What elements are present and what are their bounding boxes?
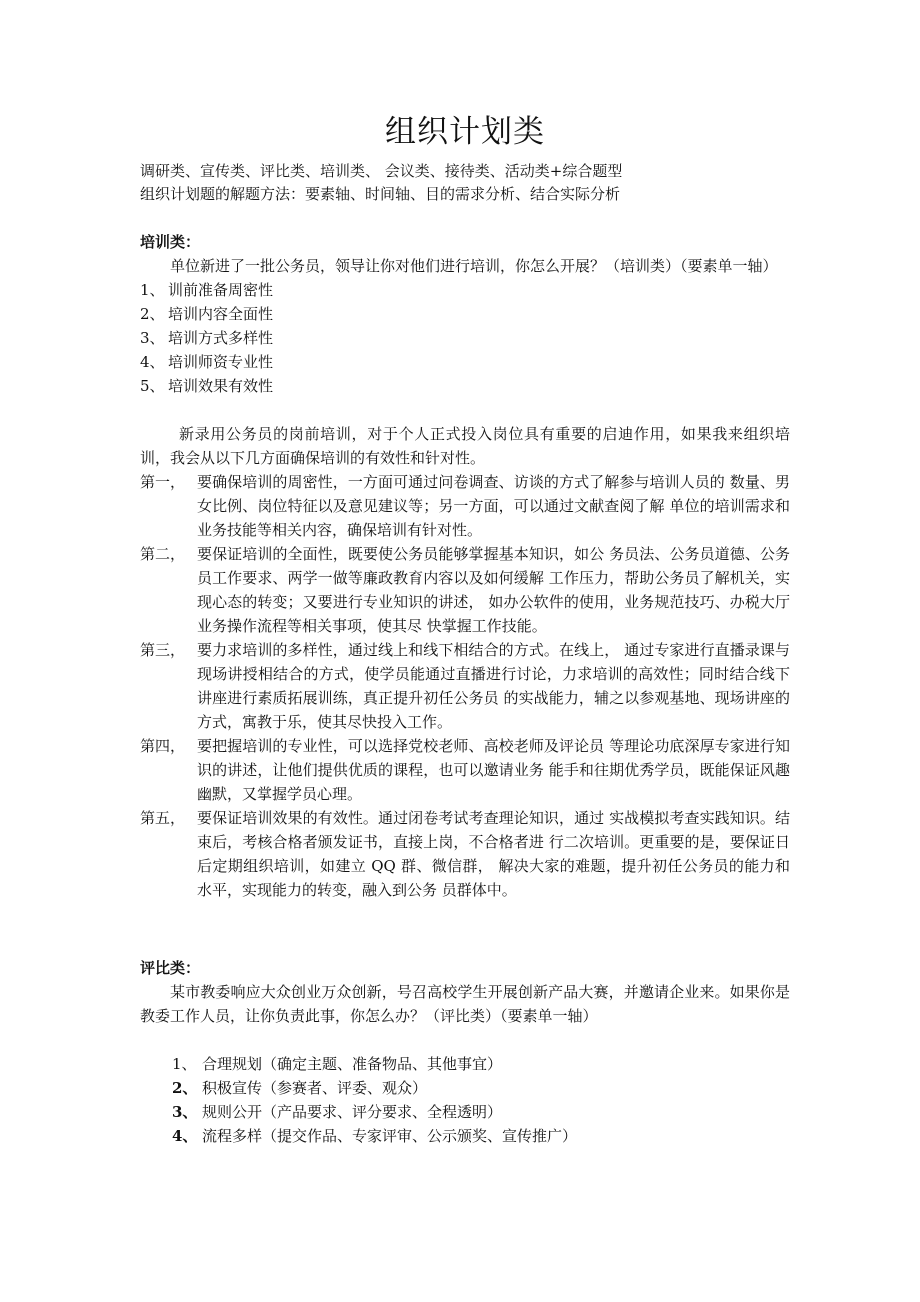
point-ordinal: 第五， — [140, 809, 186, 827]
point-text: 要保证培训效果的有效性。通过闭卷考试考查理论知识，通过 实战模拟考查实践知识。结束后，考核合格者颁发证书，直接上岗，不合格者进 行二次培训。更重要的是，要保证日后定期组织培训，如建立 QQ 群、微信群， 解决大家的难题，提升初任公务员的能力和水平，实现能力的转变，融入到公务 员群体中。 — [197, 809, 790, 899]
evaluation-heading: 评比类： — [140, 959, 201, 977]
point-ordinal: 第四， — [140, 737, 186, 755]
list-item — [172, 1100, 790, 1124]
item-text: 积极宣传（参赛者、评委、观众） — [202, 1079, 428, 1097]
list-item — [140, 302, 790, 326]
answer-point — [140, 734, 790, 806]
item-number: 2、 — [140, 305, 165, 323]
item-text: 培训效果有效性 — [168, 377, 274, 395]
item-text: 培训师资专业性 — [168, 353, 274, 371]
training-answer-intro: 新录用公务员的岗前培训，对于个人正式投入岗位具有重要的启迪作用，如果我来组织培训，我会从以下几方面确保培训的有效性和针对性。 — [140, 425, 790, 467]
list-item — [140, 278, 790, 302]
item-text: 流程多样（提交作品、专家评审、公示颁奖、宣传推广） — [202, 1127, 578, 1145]
training-points — [140, 470, 790, 902]
answer-point — [140, 542, 790, 638]
point-text: 要确保培训的周密性，一方面可通过问卷调查、访谈的方式了解参与培训人员的 数量、男女比例、岗位特征以及意见建议等；另一方面，可以通过文献查阅了解 单位的培训需求和业务技能等相关内容，确保培训有针对性。 — [197, 473, 790, 539]
document-page — [140, 110, 790, 1148]
training-heading: 培训类： — [140, 233, 201, 251]
training-outline — [140, 278, 790, 398]
point-text: 要力求培训的多样性，通过线上和线下相结合的方式。在线上， 通过专家进行直播录课与现场讲授相结合的方式，使学员能通过直播进行讨论，力求培训的高效性；同时结合线下讲座进行素质拓展训练，真正提升初任公务员 的实战能力，辅之以参观基地、现场讲座的方式，寓教于乐，使其尽快投入工作。 — [197, 641, 790, 731]
point-ordinal: 第二， — [140, 545, 186, 563]
item-text: 训前准备周密性 — [168, 281, 274, 299]
item-number: 3、 — [140, 329, 165, 347]
item-text: 合理规划（确定主题、准备物品、其他事宜） — [202, 1055, 503, 1073]
answer-point — [140, 470, 790, 542]
intro-categories: 调研类、宣传类、评比类、培训类、 会议类、接待类、活动类+综合题型 — [140, 162, 623, 180]
item-text: 培训内容全面性 — [168, 305, 274, 323]
point-text: 要把握培训的专业性，可以选择党校老师、高校老师及评论员 等理论功底深厚专家进行知识的讲述，让他们提供优质的课程，也可以邀请业务 能手和往期优秀学员，既能保证风趣幽默，又掌握学员心理。 — [197, 737, 790, 803]
page-title: 组织计划类 — [385, 114, 545, 150]
point-ordinal: 第三， — [140, 641, 186, 659]
list-item — [172, 1052, 790, 1076]
item-number: 1、 — [140, 281, 165, 299]
item-number: 3、 — [172, 1103, 198, 1121]
item-number: 4、 — [172, 1127, 198, 1145]
item-number: 1、 — [172, 1055, 197, 1073]
point-text: 要保证培训的全面性，既要使公务员能够掌握基本知识，如公 务员法、公务员道德、公务员工作要求、两学一做等廉政教育内容以及如何缓解 工作压力，帮助公务员了解机关，实现心态的转变；又要进行专业知识的讲述， 如办公软件的使用，业务规范技巧、办税大厅业务操作流程等相关事项，使其尽 快掌握工作技能。 — [197, 545, 790, 635]
point-ordinal: 第一， — [140, 473, 186, 491]
training-question: 单位新进了一批公务员，领导让你对他们进行培训，你怎么开展？（培训类）（要素单一轴） — [170, 257, 778, 275]
item-text: 规则公开（产品要求、评分要求、全程透明） — [202, 1103, 503, 1121]
intro-method: 组织计划题的解题方法：要素轴、时间轴、目的需求分析、结合实际分析 — [140, 185, 621, 203]
list-item — [140, 374, 790, 398]
list-item — [172, 1076, 790, 1100]
item-number: 2、 — [172, 1079, 198, 1097]
item-number: 5、 — [140, 377, 165, 395]
evaluation-question: 某市教委响应大众创业万众创新，号召高校学生开展创新产品大赛，并邀请企业来。如果你是教委工作人员，让你负责此事，你怎么办？（评比类）（要素单一轴） — [140, 983, 790, 1025]
evaluation-outline — [140, 1052, 790, 1148]
list-item — [172, 1124, 790, 1148]
item-text: 培训方式多样性 — [168, 329, 274, 347]
item-number: 4、 — [140, 353, 165, 371]
answer-point — [140, 638, 790, 734]
list-item — [140, 326, 790, 350]
list-item — [140, 350, 790, 374]
answer-point — [140, 806, 790, 902]
